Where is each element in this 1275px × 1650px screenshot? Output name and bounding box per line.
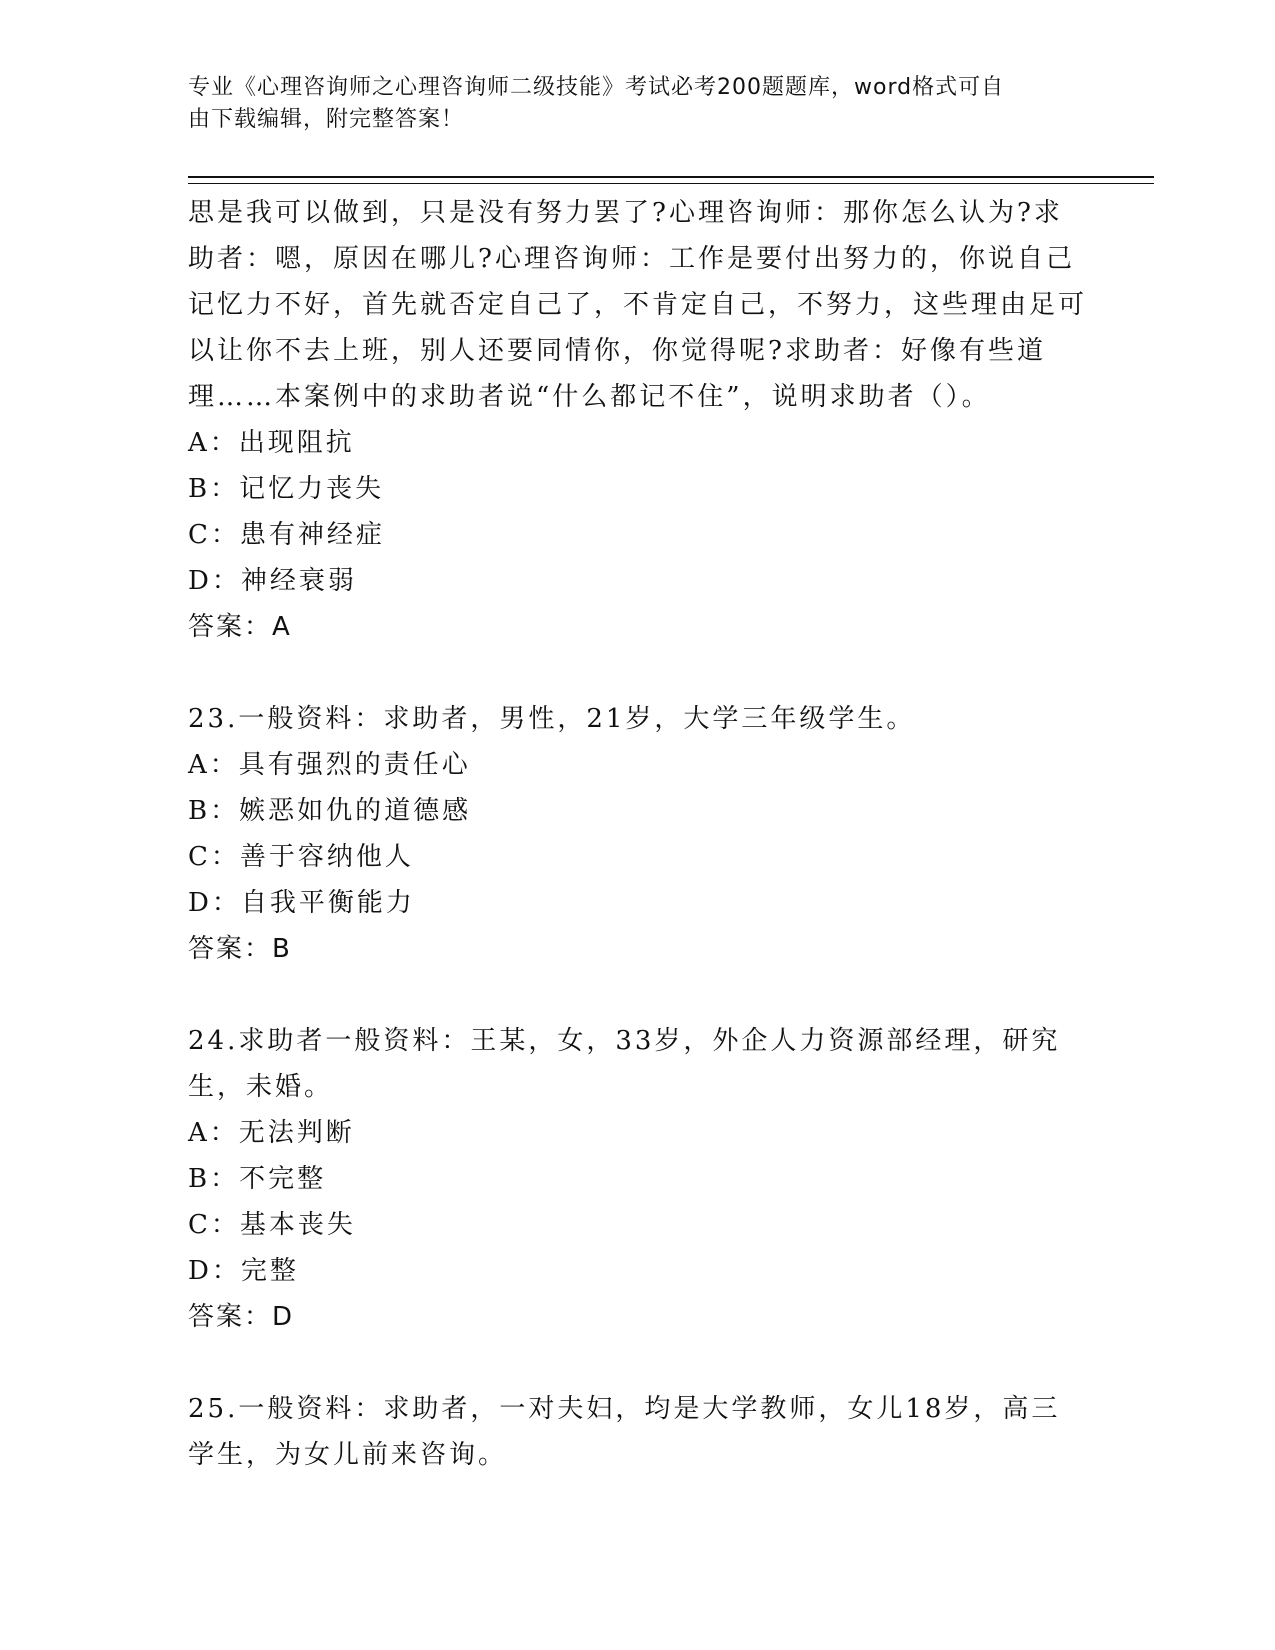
option-a: A：具有强烈的责任心 [188,750,471,780]
option-a: A：无法判断 [188,1118,355,1148]
question-stem: 23.一般资料：求助者，男性，21岁，大学三年级学生。 [188,704,916,734]
question-block-24 [188,1018,1088,1340]
header-divider-thin [188,183,1154,184]
option-d: D：完整 [188,1256,299,1286]
option-c: C：基本丧失 [188,1210,356,1240]
answer-line: 答案：B [188,934,292,964]
header-line-1: 专业《心理咨询师之心理咨询师二级技能》考试必考200题题库，word格式可自 [188,75,1005,100]
option-a: A：出现阻抗 [188,428,355,458]
header-line-2: 由下载编辑，附完整答案！ [188,107,465,132]
question-block-25 [188,1386,1088,1478]
question-stem: 25.一般资料：求助者，一对夫妇，均是大学教师，女儿18岁，高三学生，为女儿前来咨询。 [188,1394,1061,1470]
option-c: C：患有神经症 [188,520,385,550]
option-d: D：自我平衡能力 [188,888,415,918]
option-b: B：记忆力丧失 [188,474,385,504]
question-stem: 24.求助者一般资料：王某，女，33岁，外企人力资源部经理，研究生，未婚。 [188,1026,1061,1102]
answer-line: 答案：D [188,1302,295,1332]
option-c: C：善于容纳他人 [188,842,414,872]
option-b: B：嫉恶如仇的道德感 [188,796,472,826]
answer-line: 答案：A [188,612,292,642]
spacer [188,1340,1088,1386]
spacer [188,650,1088,696]
question-block-23 [188,696,1088,972]
option-b: B：不完整 [188,1164,327,1194]
option-d: D：神经衰弱 [188,566,357,596]
spacer [188,972,1088,1018]
question-stem: 思是我可以做到，只是没有努力罢了?心理咨询师：那你怎么认为?求助者：嗯，原因在哪儿?心理咨询师：工作是要付出努力的，你说自己记忆力不好，首先就否定自己了，不肯定自己，不努力，这些理由足可以让你不去上班，别人还要同情你，你觉得呢?求助者：好像有些道理……本案例中的求助者说“什么都记不住”，说明求助者（）。 [188,198,1088,412]
document-header [188,72,1088,136]
question-block-continued [188,190,1088,650]
header-divider-thick [188,176,1154,178]
document-body [188,190,1088,1478]
